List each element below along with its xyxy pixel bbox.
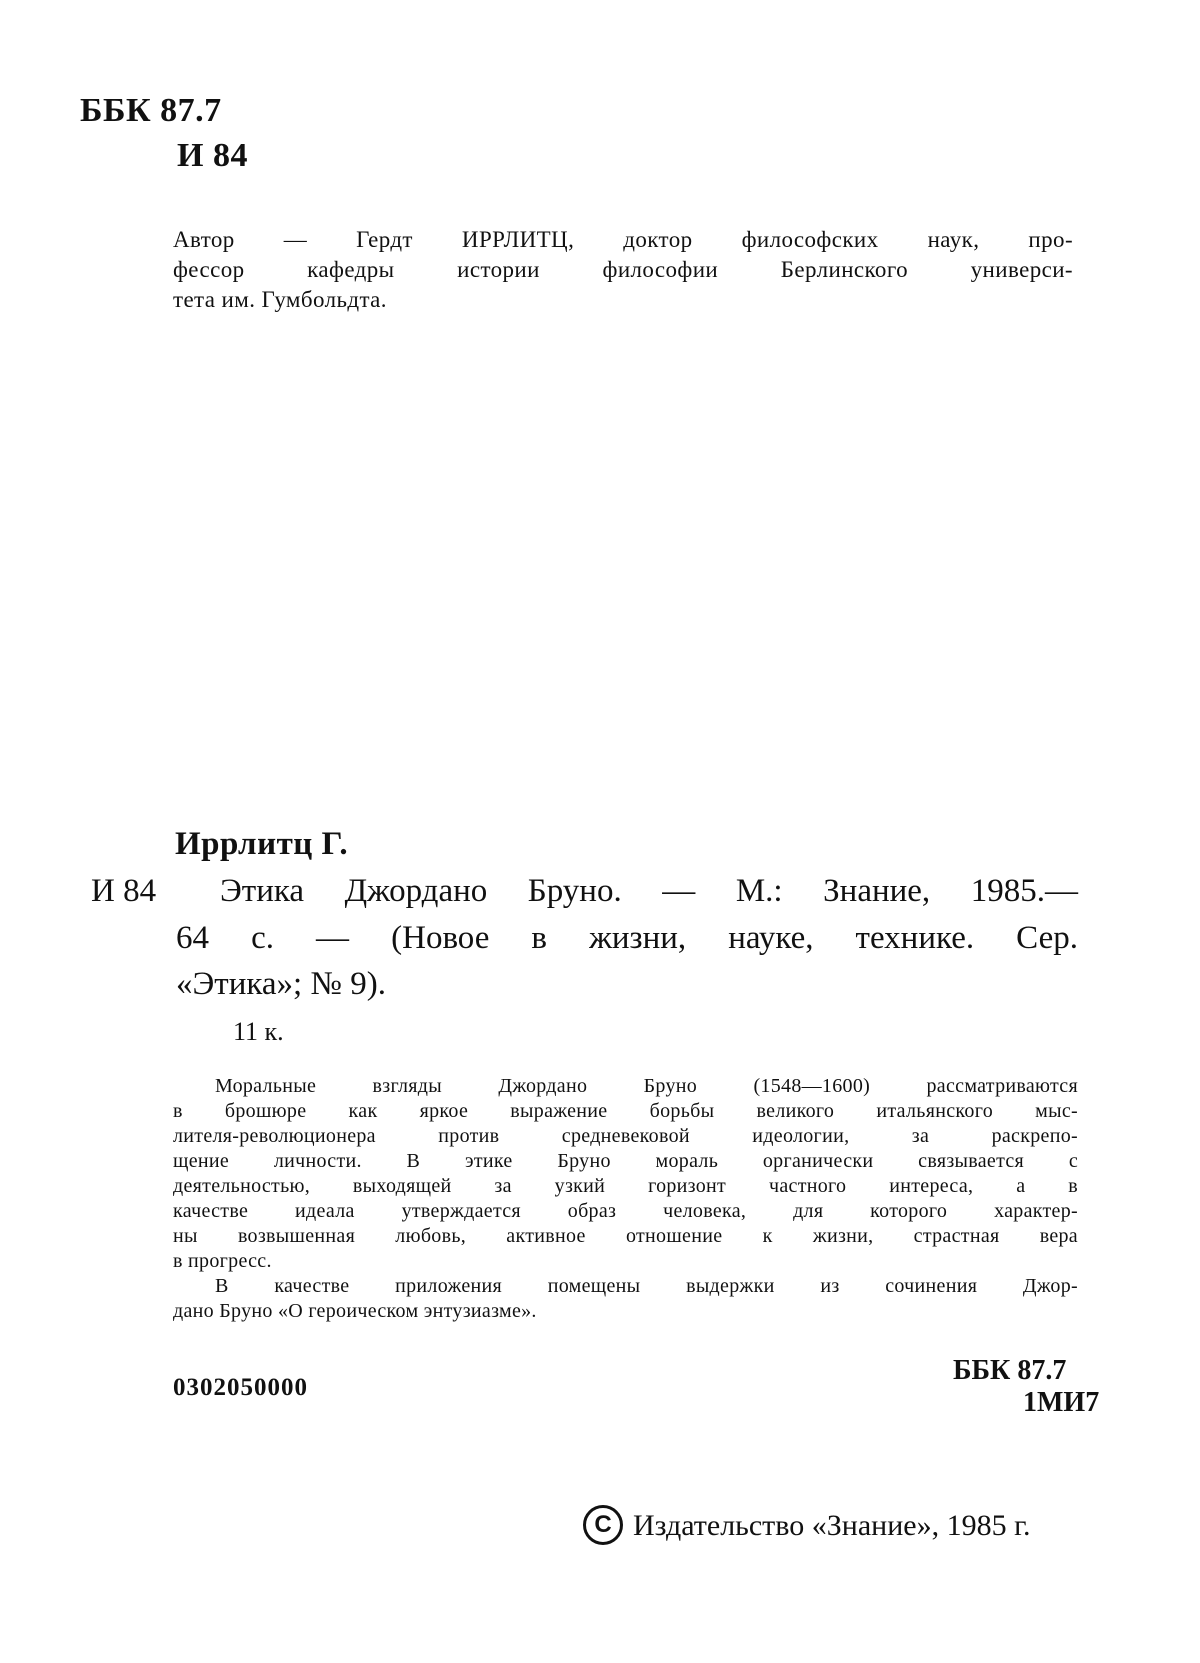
catalog-number: 0302050000 [173, 1374, 308, 1401]
copyright-icon: C [583, 1505, 623, 1545]
entry-author: Иррлитц Г. [175, 826, 349, 862]
annotation-line-4: щение личности. В этике Бруно мораль органически связывается с [173, 1150, 1078, 1172]
copyright-text: Издательство «Знание», 1985 г. [633, 1508, 1031, 1542]
annotation-line-8: в прогресс. [173, 1250, 272, 1272]
author-note-line-2: фессор кафедры истории философии Берлинского универси- [173, 257, 1073, 282]
entry-description-line-1: 64 с. — (Новое в жизни, науке, технике. Сер. [176, 920, 1078, 956]
copyright-line [583, 1508, 1031, 1548]
entry-index: И 84 [91, 873, 157, 909]
annotation-line-2: в брошюре как яркое выражение борьбы великого итальянского мыс- [173, 1100, 1078, 1122]
bbk-code-top: ББК 87.7 [80, 92, 222, 129]
annotation-line-5: деятельностью, выходящей за узкий горизонт частного интереса, а в [173, 1175, 1078, 1197]
entry-price: 11 к. [233, 1017, 284, 1046]
author-note [173, 225, 1073, 315]
annotation-line-7: ны возвышенная любовь, активное отношение к жизни, страстная вера [173, 1225, 1078, 1247]
annotation-line-6: качестве идеала утверждается образ человека, для которого характер- [173, 1200, 1078, 1222]
cipher-code-bottom: 1МИ7 [1023, 1387, 1100, 1418]
author-note-line-3: тета им. Гумбольдта. [173, 287, 387, 312]
annotation [173, 1074, 1078, 1324]
author-index-top: И 84 [177, 137, 248, 174]
author-note-line-1: Автор — Гердт ИРРЛИТЦ, доктор философских наук, про- [173, 227, 1073, 252]
annotation-line-10: дано Бруно «О героическом энтузиазме». [173, 1300, 537, 1322]
annotation-line-3: лителя-революционера против средневековой идеологии, за раскрепо- [173, 1125, 1078, 1147]
entry-description-line-2: «Этика»; № 9). [176, 966, 386, 1002]
annotation-line-9: В качестве приложения помещены выдержки из сочинения Джор- [215, 1275, 1078, 1297]
annotation-line-1: Моральные взгляды Джордано Бруно (1548—1600) рассматриваются [215, 1075, 1078, 1097]
entry-title-line: Этика Джордано Бруно. — М.: Знание, 1985.— [220, 873, 1078, 909]
bbk-code-bottom: ББК 87.7 [953, 1355, 1067, 1386]
